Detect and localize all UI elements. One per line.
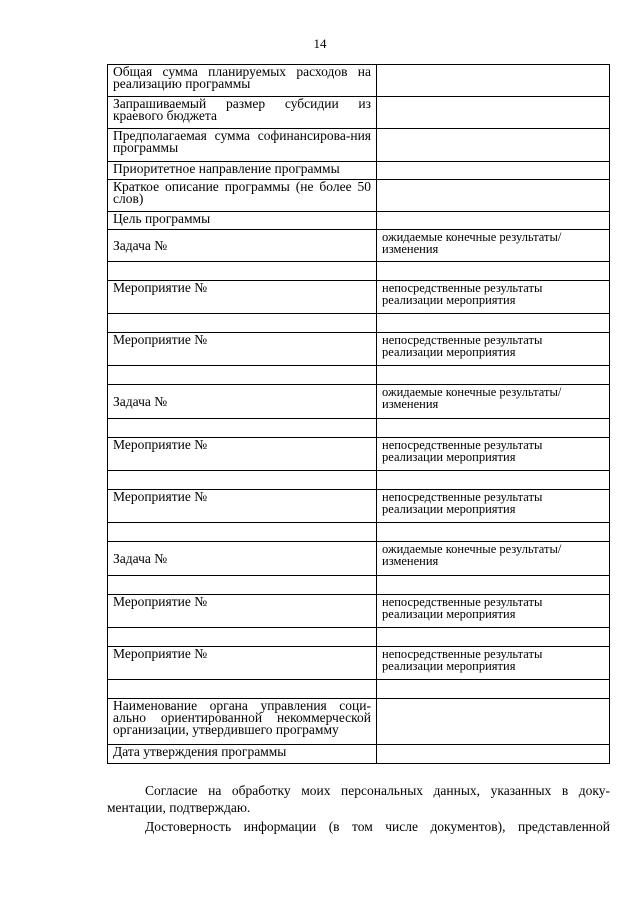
table-row xyxy=(108,490,610,523)
table-row xyxy=(108,366,610,385)
row-value xyxy=(377,699,610,745)
table-row xyxy=(108,542,610,576)
task-label: Задача № xyxy=(108,542,377,576)
row-label xyxy=(108,576,377,595)
table-row xyxy=(108,523,610,542)
activity-label: Мероприятие № xyxy=(108,647,377,680)
row-value xyxy=(377,745,610,764)
row-label xyxy=(108,262,377,281)
direct-results: непосредственные результаты реализации мероприятия xyxy=(377,490,610,523)
activity-label: Мероприятие № xyxy=(108,333,377,366)
row-label xyxy=(108,314,377,333)
activity-label: Мероприятие № xyxy=(108,281,377,314)
row-label xyxy=(108,680,377,699)
table-row xyxy=(108,595,610,628)
table-row xyxy=(108,333,610,366)
table-row xyxy=(108,699,610,745)
table-row xyxy=(108,419,610,438)
row-label xyxy=(108,628,377,647)
table-row xyxy=(108,262,610,281)
row-value xyxy=(377,366,610,385)
row-value xyxy=(377,523,610,542)
table-row xyxy=(108,628,610,647)
table-row xyxy=(108,162,610,180)
table-row xyxy=(108,745,610,764)
task-label: Задача № xyxy=(108,230,377,262)
row-label: Запрашиваемый размер субсидии из краевого бюджета xyxy=(108,97,377,129)
row-value xyxy=(377,628,610,647)
table-row xyxy=(108,385,610,419)
expected-results: ожидаемые конечные результаты/ изменения xyxy=(377,542,610,576)
consent-paragraph: Согласие на обработку моих персональных данных, указанных в доку-ментации, подтверждаю. xyxy=(107,783,610,815)
row-value xyxy=(377,65,610,97)
row-value xyxy=(377,162,610,180)
table-row xyxy=(108,129,610,162)
table-row xyxy=(108,471,610,490)
program-form-table xyxy=(107,64,610,764)
activity-label: Мероприятие № xyxy=(108,595,377,628)
direct-results: непосредственные результаты реализации мероприятия xyxy=(377,595,610,628)
table-row xyxy=(108,212,610,230)
row-value xyxy=(377,129,610,162)
expected-results: ожидаемые конечные результаты/ изменения xyxy=(377,385,610,419)
direct-results: непосредственные результаты реализации мероприятия xyxy=(377,333,610,366)
row-value xyxy=(377,180,610,212)
row-label xyxy=(108,366,377,385)
row-label: Приоритетное направление программы xyxy=(108,162,377,180)
table-row xyxy=(108,65,610,97)
row-label: Общая сумма планируемых расходов на реализацию программы xyxy=(108,65,377,97)
row-value xyxy=(377,576,610,595)
row-value xyxy=(377,680,610,699)
row-value xyxy=(377,262,610,281)
row-label xyxy=(108,471,377,490)
table-row xyxy=(108,438,610,471)
page-number: 14 xyxy=(313,36,327,51)
direct-results: непосредственные результаты реализации мероприятия xyxy=(377,281,610,314)
row-label: Дата утверждения программы xyxy=(108,745,377,764)
row-label: Наименование органа управления соци-ально ориентированной некоммерческой организации, утвердившего программу xyxy=(108,699,377,745)
row-label xyxy=(108,419,377,438)
row-label: Краткое описание программы (не более 50 слов) xyxy=(108,180,377,212)
activity-label: Мероприятие № xyxy=(108,490,377,523)
task-label: Задача № xyxy=(108,385,377,419)
table-row xyxy=(108,576,610,595)
row-label: Цель программы xyxy=(108,212,377,230)
row-label xyxy=(108,523,377,542)
table-row xyxy=(108,97,610,129)
table-row xyxy=(108,647,610,680)
row-value xyxy=(377,419,610,438)
table-row xyxy=(108,680,610,699)
row-value xyxy=(377,212,610,230)
row-value xyxy=(377,314,610,333)
row-value xyxy=(377,471,610,490)
table-row xyxy=(108,281,610,314)
table-row xyxy=(108,180,610,212)
row-label: Предполагаемая сумма софинансирова-ния программы xyxy=(108,129,377,162)
direct-results: непосредственные результаты реализации мероприятия xyxy=(377,647,610,680)
activity-label: Мероприятие № xyxy=(108,438,377,471)
expected-results: ожидаемые конечные результаты/ изменения xyxy=(377,230,610,262)
accuracy-paragraph: Достоверность информации (в том числе документов), представленной xyxy=(145,819,610,834)
table-row xyxy=(108,314,610,333)
direct-results: непосредственные результаты реализации мероприятия xyxy=(377,438,610,471)
row-value xyxy=(377,97,610,129)
table-row xyxy=(108,230,610,262)
